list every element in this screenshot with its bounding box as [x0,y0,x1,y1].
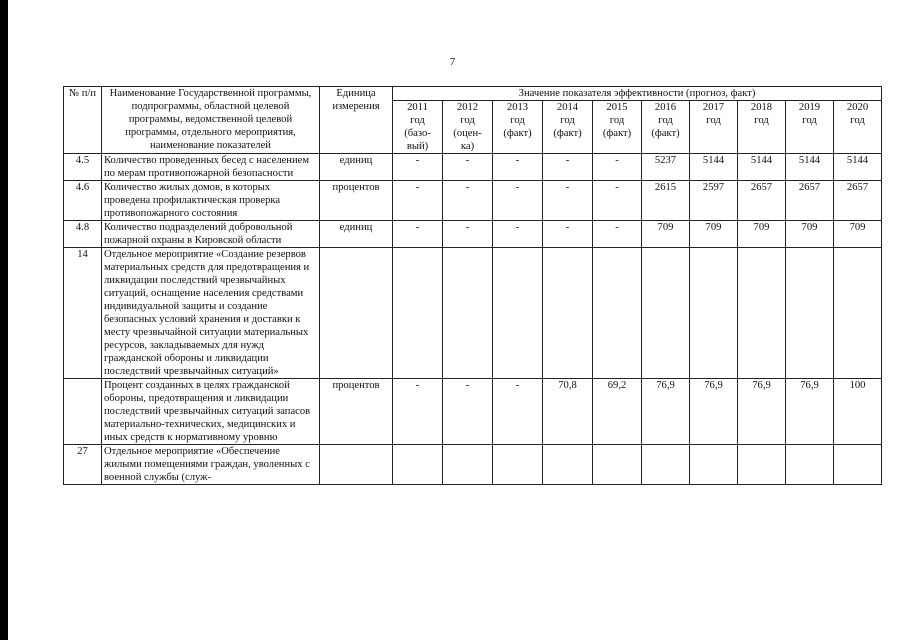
value-cell: - [493,379,543,445]
value-cell: 69,2 [593,379,642,445]
header-year-line: (оцен- [453,128,482,139]
row-number: 4.8 [64,221,102,248]
scan-edge-bar [0,0,8,640]
value-cell: 76,9 [738,379,786,445]
header-year-line: год [460,115,475,126]
value-cell: - [593,221,642,248]
header-year-2013 [493,101,543,154]
unit-cell: процентов [320,181,393,221]
value-cell: 5144 [834,154,882,181]
header-year-line: год [706,115,721,126]
table-row [64,154,882,181]
value-cell: - [493,181,543,221]
header-year-line: год [658,115,673,126]
value-cell [393,248,443,379]
header-year-line: (факт) [651,128,680,139]
header-year-line: 2013 [506,102,529,113]
value-cell: 5237 [642,154,690,181]
indicator-name: Количество подразделений добровольной пожарной охраны в Кировской области [102,221,320,248]
efficiency-indicators-table [63,86,882,485]
value-cell [690,445,738,485]
value-cell [543,445,593,485]
value-cell: 2657 [738,181,786,221]
value-cell [834,248,882,379]
row-number: 4.6 [64,181,102,221]
value-cell: 76,9 [786,379,834,445]
table-row [64,248,882,379]
header-year-2019 [786,101,834,154]
header-unit: Единица измерения [320,87,393,154]
header-year-line: год [754,115,769,126]
header-num: № п/п [64,87,102,154]
header-year-line: 2020 [846,102,869,113]
header-year-line: (факт) [503,128,532,139]
value-cell: - [393,379,443,445]
page-number: 7 [449,56,456,68]
row-number [64,379,102,445]
header-year-2015 [593,101,642,154]
value-cell: 76,9 [690,379,738,445]
value-cell [393,445,443,485]
header-year-line: (факт) [602,128,632,139]
value-cell [493,445,543,485]
value-cell: 709 [738,221,786,248]
value-cell [543,248,593,379]
value-cell [493,248,543,379]
header-year-2012 [443,101,493,154]
header-year-line: 2016 [654,102,677,113]
header-year-line: 2018 [750,102,773,113]
table-row [64,379,882,445]
unit-cell: единиц [320,154,393,181]
value-cell [738,248,786,379]
header-year-line: 2015 [606,102,628,113]
value-cell: 5144 [738,154,786,181]
value-cell: - [393,181,443,221]
indicator-name: Количество проведенных бесед с населением по мерам противопожарной безопасности [102,154,320,181]
value-cell: - [593,181,642,221]
value-cell: 709 [690,221,738,248]
value-cell: 5144 [786,154,834,181]
value-cell: 70,8 [543,379,593,445]
header-year-line: 2014 [556,102,579,113]
header-year-line: год [802,115,817,126]
value-cell [443,445,493,485]
unit-cell [320,445,393,485]
value-cell: - [443,221,493,248]
header-year-line: год [410,115,425,126]
value-cell [443,248,493,379]
header-year-line: 2012 [456,102,479,113]
indicator-name: Количество жилых домов, в которых проведена профилактическая проверка противопожарного состояния [102,181,320,221]
value-cell: - [393,221,443,248]
value-cell: - [593,154,642,181]
header-year-line: ка) [460,141,475,152]
header-year-line: 2017 [702,102,725,113]
value-cell [786,445,834,485]
value-cell: 709 [834,221,882,248]
value-cell: - [443,181,493,221]
value-cell: - [393,154,443,181]
value-cell: 2615 [642,181,690,221]
row-number: 27 [64,445,102,485]
header-year-line: год [609,115,625,126]
header-year-line: год [510,115,525,126]
value-cell: - [493,154,543,181]
header-year-line: 2011 [407,102,428,113]
unit-cell: процентов [320,379,393,445]
header-year-2016 [642,101,690,154]
header-year-2017 [690,101,738,154]
header-values-group: Значение показателя эффективности (прогноз, факт) [393,87,882,101]
header-year-line: 2019 [798,102,821,113]
value-cell: - [443,379,493,445]
value-cell: 100 [834,379,882,445]
table-row [64,181,882,221]
indicator-name: Процент созданных в целях гражданской обороны, предотвращения и ликвидации последствий чрезвычайных ситуаций запасов материально-технических, медицинских и иных средств к нормативному уровню [102,379,320,445]
table-row [64,445,882,485]
header-year-line: год [560,115,575,126]
value-cell: - [443,154,493,181]
indicator-name: Отдельное мероприятие «Обеспечение жилыми помещениями граждан, уволенных с военной службы (служ- [102,445,320,485]
value-cell [690,248,738,379]
row-number: 14 [64,248,102,379]
header-year-line: (факт) [553,128,582,139]
header-name: Наименование Государственной программы, подпрограммы, областной целевой программы, ведомственной целевой программы, отдельного мероприятия, наименование показателей [102,87,320,154]
value-cell [738,445,786,485]
header-year-2014 [543,101,593,154]
header-year-line: год [850,115,865,126]
value-cell: 709 [786,221,834,248]
value-cell: - [543,181,593,221]
value-cell: 2657 [834,181,882,221]
value-cell [834,445,882,485]
header-year-2018 [738,101,786,154]
value-cell: 2597 [690,181,738,221]
header-row [64,87,882,101]
value-cell: - [493,221,543,248]
header-year-2011 [393,101,443,154]
value-cell: 2657 [786,181,834,221]
value-cell [786,248,834,379]
header-year-line: (базо- [404,128,431,139]
header-year-line: вый) [406,141,429,152]
value-cell [642,445,690,485]
value-cell: - [543,154,593,181]
value-cell: - [543,221,593,248]
value-cell: 76,9 [642,379,690,445]
unit-cell: единиц [320,221,393,248]
header-year-2020 [834,101,882,154]
value-cell [593,248,642,379]
row-number: 4.5 [64,154,102,181]
unit-cell [320,248,393,379]
value-cell [593,445,642,485]
indicator-name: Отдельное мероприятие «Создание резервов материальных средств для предотвращения и ликвидации последствий чрезвычайных ситуаций, оснащение населения средствами индивидуальной защиты и создание безопасных условий хранения и доставки к месту чрезвычайной ситуации материальных ресурсов, закладываемых для нужд гражданской обороны и ликвидации последствий чрезвычайных ситуаций» [102,248,320,379]
value-cell: 5144 [690,154,738,181]
value-cell [642,248,690,379]
value-cell: 709 [642,221,690,248]
table-row [64,221,882,248]
